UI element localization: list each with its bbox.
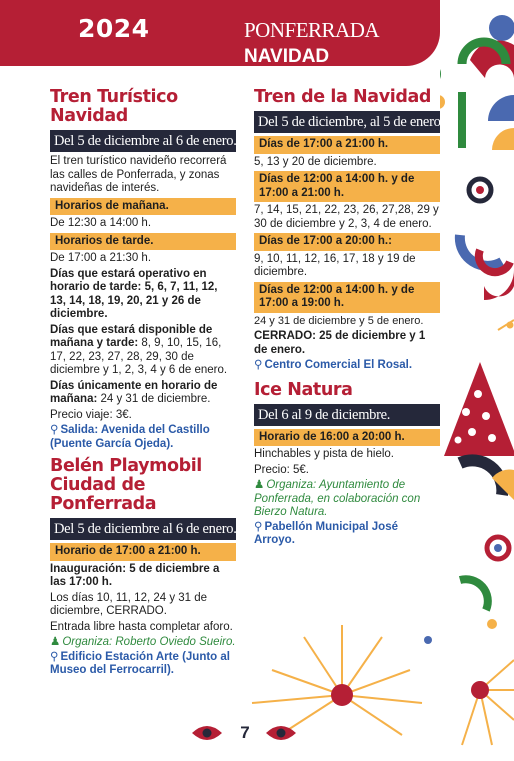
event-intro: El tren turístico navideño recorrerá las calles de Ponferrada, y zonas navideñas de interés. xyxy=(50,155,227,194)
location xyxy=(254,521,440,548)
organizer-text: Organiza: Ayuntamiento de Ponferrada, en colaboración con Bierzo Natura. xyxy=(254,479,421,518)
morning-label: Horarios de mañana. xyxy=(50,198,236,216)
location xyxy=(50,424,236,451)
event-title: Tren Turístico Navidad xyxy=(50,87,178,126)
page-header xyxy=(0,0,440,66)
event-hours: Horario de 16:00 a 20:00 h. xyxy=(254,429,440,447)
event-dates: Del 6 al 9 de diciembre. xyxy=(254,404,440,426)
map-pin-icon: ⚲ xyxy=(254,359,263,371)
location-text: Edificio Estación Arte (Junto al Museo del Ferrocarril). xyxy=(50,650,230,676)
inauguration: Inauguración: 5 de diciembre a las 17:00 h. xyxy=(50,562,220,588)
organizer xyxy=(50,636,236,650)
organizer xyxy=(254,479,440,520)
schedule-4-days: 24 y 31 de diciembre y 5 de enero. xyxy=(254,314,424,327)
person-icon: ♟ xyxy=(254,479,265,491)
location xyxy=(254,359,440,373)
entry-info: Entrada libre hasta completar aforo. xyxy=(50,620,233,633)
christmas-decoration xyxy=(440,0,514,761)
event-tren-turistico xyxy=(50,88,236,451)
event-belen-playmobil xyxy=(50,457,236,678)
person-icon: ♟ xyxy=(50,636,61,648)
morning-only-days xyxy=(50,380,236,407)
header-year: 2024 xyxy=(78,14,150,43)
brand-main: PONFERRADA xyxy=(244,18,378,42)
map-pin-icon: ⚲ xyxy=(50,650,59,663)
header-brand xyxy=(244,18,440,68)
schedule-3-hours: Días de 17:00 a 20:00 h.: xyxy=(254,233,440,251)
map-pin-icon: ⚲ xyxy=(254,520,263,533)
price: Precio: 5€. xyxy=(254,463,309,476)
afternoon-time: De 17:00 a 21:30 h. xyxy=(50,252,152,264)
schedule-3-days: 9, 10, 11, 12, 16, 17, 18 y 19 de diciembre. xyxy=(254,252,416,278)
schedule-1-hours: Días de 17:00 a 21:00 h. xyxy=(254,136,440,154)
both-days xyxy=(50,324,236,378)
afternoon-label: Horarios de tarde. xyxy=(50,233,236,251)
organizer-text: Organiza: Roberto Oviedo Sueiro. xyxy=(62,636,236,648)
event-ice-natura xyxy=(254,381,440,548)
eye-ornament-icon xyxy=(264,723,298,743)
brand-accent: NAVIDAD xyxy=(244,46,330,67)
closed-days: CERRADO: 25 de diciembre y 1 de enero. xyxy=(254,330,426,356)
event-title: Ice Natura xyxy=(254,379,353,400)
price: Precio viaje: 3€. xyxy=(50,408,132,421)
event-dates: Del 5 de diciembre al 6 de enero. xyxy=(50,518,236,540)
morning-time: De 12:30 a 14:00 h. xyxy=(50,217,152,229)
right-column xyxy=(254,87,444,550)
map-pin-icon: ⚲ xyxy=(50,424,59,436)
event-dates: Del 5 de diciembre, al 5 de enero. xyxy=(254,111,440,133)
both-list: 8, 9, 10, 15, 16, 17, 22, 23, 27, 28, 29, 30 de diciembre y 1, 2, 3, 4 y 6 de enero. xyxy=(50,337,228,376)
left-column xyxy=(50,88,236,680)
location-text: Pabellón Municipal José Arroyo. xyxy=(254,520,398,546)
morning-only-list: 24 y 31 de diciembre. xyxy=(97,393,211,405)
event-title: Tren de la Navidad xyxy=(254,87,431,107)
event-dates: Del 5 de diciembre al 6 de enero. xyxy=(50,130,236,152)
closed-days: Los días 10, 11, 12, 24 y 31 de diciembre, CERRADO. xyxy=(50,591,208,617)
schedule-2-days: 7, 14, 15, 21, 22, 23, 26, 27,28, 29 y 30 de diciembre y 2, 3, 4 de enero. xyxy=(254,204,439,230)
afternoon-days: Días que estará operativo en horario de tarde: 5, 6, 7, 11, 12, 13, 14, 18, 19, 20, 21 y 26 de diciembre. xyxy=(50,267,218,320)
morning-only-label: Días únicamente en horario de mañana: xyxy=(50,379,218,405)
schedule-1-days: 5, 13 y 20 de diciembre. xyxy=(254,155,377,168)
event-description: Hinchables y pista de hielo. xyxy=(254,448,394,460)
location xyxy=(50,651,236,678)
schedule-4-hours: Días de 12:00 a 14:00 h. y de 17:00 a 19:00 h. xyxy=(254,282,440,313)
location-text: Centro Comercial El Rosal. xyxy=(264,359,413,371)
page-number: 7 xyxy=(240,723,250,742)
schedule-2-hours: Días de 12:00 a 14:00 h. y de 17:00 a 21:00 h. xyxy=(254,171,440,202)
location-text: Salida: Avenida del Castillo (Puente García Ojeda). xyxy=(50,424,210,450)
eye-ornament-icon xyxy=(190,723,224,743)
both-label: Días que estará disponible de mañana y tarde: xyxy=(50,323,213,349)
event-title: Belén Playmobil Ciudad de Ponferrada xyxy=(50,456,202,514)
event-hours: Horario de 17:00 a 21:00 h. xyxy=(50,543,236,561)
event-tren-navidad xyxy=(254,87,444,373)
page-footer xyxy=(0,718,514,748)
